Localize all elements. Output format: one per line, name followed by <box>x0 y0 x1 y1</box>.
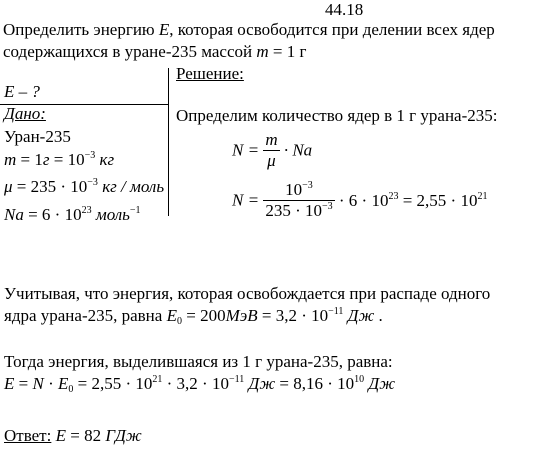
f3-exp3: 10 <box>354 374 365 385</box>
given-divider-vertical <box>168 68 169 216</box>
statement-text: , которая освободится при делении всех ядер <box>169 20 495 39</box>
given-na-unit-exp: −1 <box>129 205 141 216</box>
paragraph-1-line-2 <box>4 306 383 326</box>
formula-2-numerator <box>263 180 334 200</box>
f3-unit1: Дж <box>244 374 276 393</box>
answer-eq: = 82 <box>65 426 106 445</box>
solution-heading: Решение: <box>176 64 244 83</box>
f3-n: N <box>32 374 44 393</box>
given-mass-exp: −3 <box>84 150 96 161</box>
statement-var-m: m <box>256 42 269 61</box>
e0-var: E <box>166 306 177 325</box>
statement-text: Определить энергию <box>3 20 159 39</box>
f3-dot: · <box>43 374 58 393</box>
f3-unit2: Дж <box>364 374 396 393</box>
statement-line-2 <box>3 42 306 62</box>
formula-2-rest-a: · 6 · 10 <box>338 190 389 210</box>
problem-number: 44.18 <box>325 0 364 19</box>
statement-text: содержащихся в уране-235 массой <box>3 42 257 61</box>
formula-2-rest <box>339 191 488 210</box>
e0-eq: = 200 <box>181 306 226 325</box>
given-mu-exp: −3 <box>87 177 98 188</box>
answer-line <box>4 426 142 446</box>
given-avogadro <box>4 205 141 225</box>
f3-exp2: −11 <box>228 374 245 385</box>
statement-var-e: E <box>158 20 170 39</box>
formula-2-exp-2: 21 <box>477 190 488 202</box>
formula-2-num-base: 10 <box>285 180 303 199</box>
paragraph-2-line-1: Тогда энергия, выделившаяся из 1 г урана-235, равна: <box>4 352 393 371</box>
given-mass-unit2: кг <box>95 150 115 169</box>
f3-mid: · 3,2 · 10 <box>162 374 229 393</box>
f3-exp1: 21 <box>152 374 163 385</box>
formula-1-denominator: μ <box>267 151 276 170</box>
formula-1-rest: · Na <box>283 140 313 160</box>
formula-energy <box>4 374 395 394</box>
formula-2-exp-1: 23 <box>388 190 399 202</box>
given-heading: Дано: <box>4 104 46 123</box>
given-mass-eq: = 1 <box>16 150 43 169</box>
f3-e0: E <box>58 374 69 393</box>
paragraph-1-line-1: Учитывая, что энергия, которая освобождается при распаде одного <box>4 284 491 303</box>
e0-unit1: МэВ <box>225 306 258 325</box>
given-mass-var: m <box>4 150 17 169</box>
given-na-eq: = 6 · 10 <box>23 205 82 224</box>
formula-2-fraction <box>263 180 334 221</box>
given-mu-var: μ <box>4 177 13 196</box>
solution-step-1: Определим количество ядер в 1 г урана-235: <box>176 106 498 125</box>
formula-2-denominator <box>263 201 334 221</box>
given-na-var: Na <box>4 205 24 224</box>
answer-unit: ГДж <box>105 426 142 445</box>
formula-1-fraction <box>263 130 279 171</box>
formula-2-rest-b: = 2,55 · 10 <box>398 190 478 210</box>
given-mass <box>4 150 114 170</box>
e0-exp: −11 <box>328 306 344 317</box>
given-mass-eq2: = 10 <box>49 150 85 169</box>
given-molar-mass <box>4 177 164 197</box>
formula-1-numerator: m <box>265 130 278 149</box>
paragraph-1-text: ядра урана-235, равна <box>4 306 167 325</box>
f3-eq1: = <box>14 374 33 393</box>
formula-1-lhs: N = <box>232 140 260 160</box>
given-mu-unit: кг / моль <box>97 177 165 196</box>
statement-text: = 1 г <box>268 42 307 61</box>
given-mass-unit: г <box>42 150 50 169</box>
e0-sub: 0 <box>176 316 182 327</box>
formula-2-lhs: N = <box>232 190 260 210</box>
given-substance: Уран-235 <box>4 127 71 146</box>
formula-2-den-exp: −3 <box>321 201 333 212</box>
statement-line-1 <box>3 20 495 40</box>
given-na-unit: моль <box>91 205 130 224</box>
formula-2-num-exp: −3 <box>302 180 313 191</box>
e0-eq2: = 3,2 · 10 <box>257 306 329 325</box>
answer-var: E <box>55 426 66 445</box>
f3-eq2: = 2,55 · 10 <box>73 374 153 393</box>
answer-label: Ответ: <box>4 426 52 445</box>
f3-var: E <box>4 374 15 393</box>
find-label: E – ? <box>4 82 40 101</box>
e0-unit2: Дж <box>343 306 375 325</box>
f3-e0-sub: 0 <box>68 384 74 395</box>
formula-2-den-base: 235 · 10 <box>265 201 322 220</box>
formula-n-definition <box>232 130 312 171</box>
formula-n-calculation <box>232 180 487 221</box>
given-na-exp: 23 <box>81 205 92 216</box>
f3-eq3: = 8,16 · 10 <box>275 374 355 393</box>
given-mu-eq: = 235 · 10 <box>12 177 88 196</box>
e0-end: . <box>374 306 383 325</box>
